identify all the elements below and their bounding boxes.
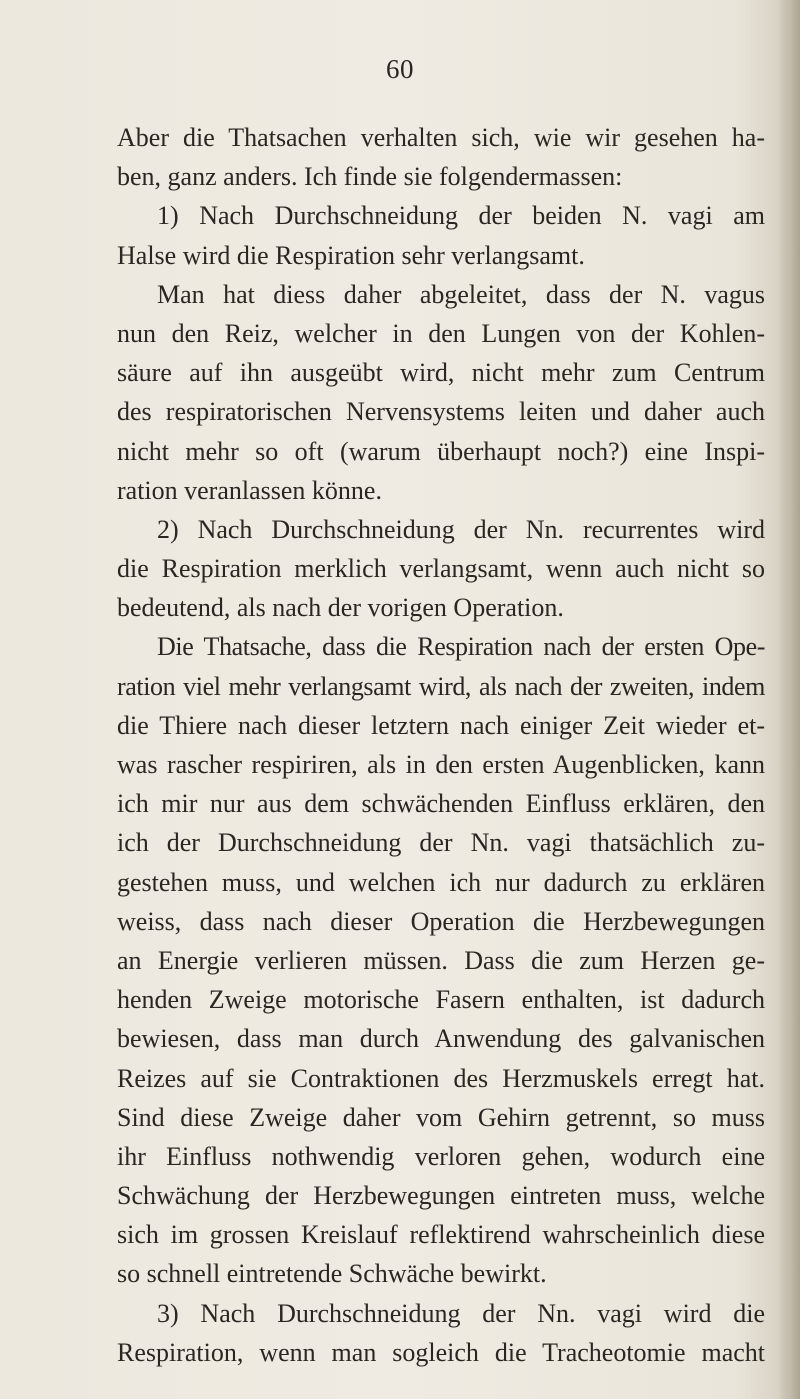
text-line: Aber die Thatsachen verhalten sich, wie wir gesehen ha-: [117, 123, 765, 152]
text-line: Schwächung der Herzbewegungen eintreten muss, welche: [117, 1181, 765, 1211]
text-line: die Respiration merklich verlangsamt, wenn auch nicht so: [117, 554, 765, 584]
text-line: weiss, dass nach dieser Operation die Herzbewegungen: [117, 906, 765, 936]
text-line: 2) Nach Durchschneidung der Nn. recurrentes wird: [157, 514, 765, 544]
text-line: Sind diese Zweige daher vom Gehirn getrennt, so muss: [117, 1102, 765, 1132]
text-line: Halse wird die Respiration sehr verlangsamt.: [117, 240, 585, 270]
text-line: Respiration, wenn man sogleich die Tracheotomie macht: [117, 1337, 765, 1367]
text-line: Reizes auf sie Contraktionen des Herzmuskels erregt hat.: [117, 1063, 765, 1093]
text-line: ben, ganz anders. Ich finde sie folgendermassen:: [117, 162, 623, 192]
text-line: sich im grossen Kreislauf reflektirend wahrscheinlich diese: [117, 1220, 765, 1250]
text-line: ihr Einfluss nothwendig verloren gehen, wodurch eine: [117, 1141, 765, 1171]
text-line: die Thiere nach dieser letztern nach einiger Zeit wieder et-: [117, 710, 765, 740]
text-line: ration viel mehr verlangsamt wird, als nach der zweiten, indem: [117, 671, 765, 701]
text-line: ration veranlassen könne.: [117, 475, 382, 505]
text-line: nicht mehr so oft (warum überhaupt noch?) eine Inspi-: [117, 436, 765, 466]
body-text: [117, 118, 765, 1372]
text-line: Die Thatsache, dass die Respiration nach der ersten Ope-: [157, 632, 765, 662]
text-line: 1) Nach Durchschneidung der beiden N. vagi am: [157, 201, 765, 231]
text-line: säure auf ihn ausgeübt wird, nicht mehr zum Centrum: [117, 358, 765, 388]
text-line: 3) Nach Durchschneidung der Nn. vagi wird die: [157, 1298, 765, 1328]
text-line: Man hat diess daher abgeleitet, dass der N. vagus: [157, 279, 765, 309]
text-line: bewiesen, dass man durch Anwendung des galvanischen: [117, 1024, 765, 1054]
text-line: henden Zweige motorische Fasern enthalten, ist dadurch: [117, 985, 765, 1015]
text-line: ich mir nur aus dem schwächenden Einfluss erklären, den: [117, 789, 765, 819]
page-number: 60: [386, 54, 414, 84]
text-line: so schnell eintretende Schwäche bewirkt.: [117, 1259, 547, 1289]
text-line: des respiratorischen Nervensystems leiten und daher auch: [117, 397, 765, 427]
text-line: nun den Reiz, welcher in den Lungen von der Kohlen-: [117, 318, 765, 348]
text-line: was rascher respiriren, als in den ersten Augenblicken, kann: [117, 750, 765, 779]
text-line: an Energie verlieren müssen. Dass die zum Herzen ge-: [117, 945, 765, 975]
text-line: bedeutend, als nach der vorigen Operation.: [117, 593, 564, 623]
text-line: gestehen muss, und welchen ich nur dadurch zu erklären: [117, 867, 765, 897]
page-edge-shadow: [778, 0, 800, 1399]
text-line: ich der Durchschneidung der Nn. vagi thatsächlich zu-: [117, 828, 765, 858]
